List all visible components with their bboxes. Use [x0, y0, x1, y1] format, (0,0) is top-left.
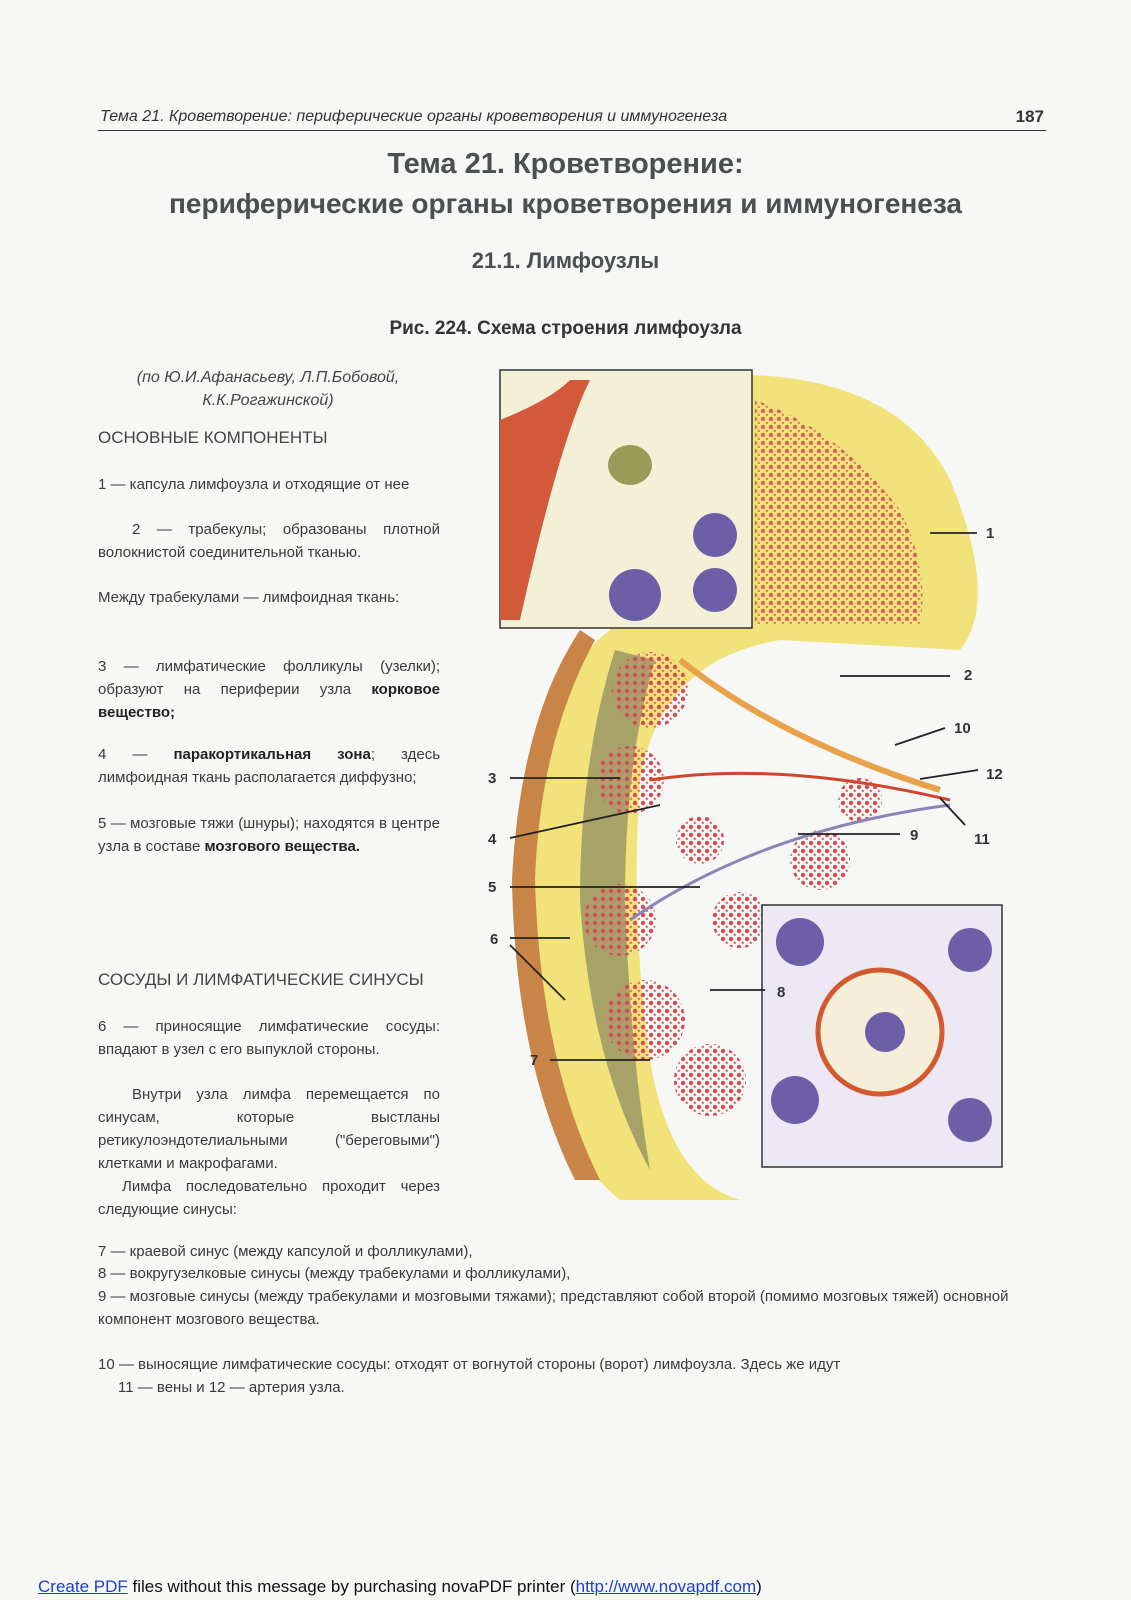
lymph-node-figure [480, 360, 1040, 1200]
component-item-4 [98, 743, 440, 789]
label-11: 11 [974, 831, 990, 848]
component-item-1: 1 — капсула лимфоузла и отходящие от нее [98, 476, 410, 493]
label-5: 5 [488, 879, 497, 896]
label-8: 8 [777, 984, 786, 1001]
vessel-inner: Внутри узла лимфа перемещается по синусам, которые выстланы ретикулоэндотелиальными ("береговыми") клетками и макрофагами. [98, 1086, 440, 1172]
item4-text: ; здесь лимфоидная ткань располагается диффузно; [98, 746, 441, 786]
label-3: 3 [488, 770, 497, 787]
vessels-heading: СОСУДЫ И ЛИМФАТИЧЕСКИЕ СИНУСЫ [98, 970, 424, 989]
follicle [605, 980, 685, 1060]
label-9: 9 [910, 827, 919, 844]
medullary-cord [712, 892, 768, 948]
component-item-3 [98, 655, 440, 724]
running-header [98, 108, 1046, 131]
component-item-2: 2 — трабекулы; образованы плотной волокнистой соединительной тканью. [98, 521, 440, 561]
footer-text: files without this message by purchasing novaPDF printer ( [127, 1577, 576, 1596]
label-6: 6 [490, 931, 499, 948]
attribution-line2: К.К.Рогажинской) [202, 392, 334, 409]
lymphocyte [693, 568, 737, 612]
footer-end: ) [756, 1577, 762, 1596]
label-12: 12 [986, 766, 1003, 783]
trabecula [680, 660, 940, 790]
item4-num: 4 — [98, 746, 174, 763]
vessel-sequence: Лимфа последовательно проходит через следующие синусы: [98, 1178, 440, 1218]
lymphocyte [948, 1098, 992, 1142]
item3-text: 3 — лимфатические фолликулы (узелки); образуют на периферии узла [98, 658, 440, 698]
lymphocyte [771, 1076, 819, 1124]
sinus-item-10: 10 — выносящие лимфатические сосуды: отходят от вогнутой стороны (ворот) лимфоузла. Здесь же идут [98, 1356, 841, 1373]
novapdf-link[interactable]: http://www.novapdf.com [575, 1577, 757, 1596]
sinus-item-7: 7 — краевой синус (между капсулой и фолликулами), [98, 1243, 473, 1260]
chapter-title-line2: периферические органы кроветворения и иммуногенеза [168, 188, 962, 219]
footer-notice [38, 1577, 762, 1597]
follicle [584, 884, 656, 956]
item3-bold: корковое вещество; [98, 681, 440, 721]
page-number: 187 [1015, 107, 1044, 126]
figure-caption: Рис. 224. Схема строения лимфоузла [389, 318, 742, 339]
section-title: 21.1. Лимфоузлы [471, 248, 660, 273]
label-7: 7 [530, 1052, 539, 1069]
lymphocyte [948, 928, 992, 972]
label-4: 4 [488, 831, 497, 848]
sinus-item-8: 8 — вокругузелковые синусы (между трабекулами и фолликулами), [98, 1265, 571, 1282]
vein [630, 805, 950, 920]
follicle [612, 652, 688, 728]
medullary-cord [676, 816, 724, 864]
item5-text: 5 — мозговые тяжи (шнуры); находятся в центре узла в составе [98, 815, 440, 855]
lymphocyte [693, 513, 737, 557]
components-heading: ОСНОВНЫЕ КОМПОНЕНТЫ [98, 428, 328, 447]
lymphocyte [609, 569, 661, 621]
running-header-title: Тема 21. Кроветворение: периферические органы кроветворения и иммуногенеза [100, 108, 728, 125]
attribution-line1: (по Ю.И.Афанасьеву, Л.П.Бобовой, [136, 369, 400, 386]
item5-bold: мозгового вещества. [204, 838, 360, 855]
lymphocyte [865, 1012, 905, 1052]
sinus-item-11-12: 11 — вены и 12 — артерия узла. [118, 1379, 345, 1396]
label-10: 10 [954, 720, 971, 737]
chapter-title-line1: Тема 21. Кроветворение: [387, 148, 744, 180]
item4-bold: паракортикальная зона [173, 746, 371, 763]
attribution [98, 366, 438, 412]
sinus-item-9: 9 — мозговые синусы (между трабекулами и мозговыми тяжами); представляют собой второй (помимо мозговых тяжей) основной компонент мозгового вещества. [98, 1288, 1009, 1328]
create-pdf-link[interactable]: Create PDF [38, 1577, 128, 1596]
component-item-5 [98, 812, 440, 858]
follicle [674, 1044, 746, 1116]
lymphocyte [776, 918, 824, 966]
label-2: 2 [964, 667, 973, 684]
vessel-item-6: 6 — приносящие лимфатические сосуды: впадают в узел с его выпуклой стороны. [98, 1018, 440, 1058]
component-between: Между трабекулами — лимфоидная ткань: [98, 589, 400, 606]
label-1: 1 [986, 525, 995, 542]
cell-nucleus [608, 445, 652, 485]
